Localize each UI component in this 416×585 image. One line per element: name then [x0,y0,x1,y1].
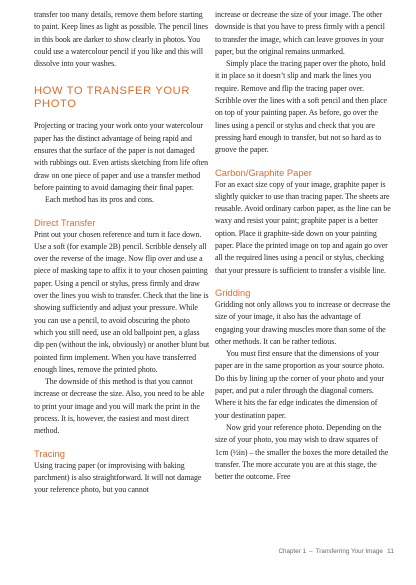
heading-how-to-transfer: HOW TO TRANSFER YOUR PHOTO [34,85,191,110]
paragraph-intro-2: Each method has its pros and cons. [45,195,154,205]
heading-carbon-graphite: Carbon/Graphite Paper [215,166,312,178]
page-number: 11 [386,548,394,555]
paragraph-intro: Projecting or tracing your work onto your watercolour paper has the distinct advantage of being rapid and ensures that the surface of the paper is not damaged with rubbings out. Even artists sketching from life often draw on one piece of paper and use a transfer method before painting to avoid damaging their final paper. [34,121,209,192]
heading-tracing: Tracing [34,447,65,459]
paragraph-direct-transfer: Print out your chosen reference and turn it face down. Use a soft (for example 2B) pencil. Scribble densely all over the reverse of the image. Now flip over and use a piece of masking tape to affix it to your chosen painting paper. Using a pencil or stylus, press firmly and draw over the lines you wish to transfer. Check that the line is showing sufficiently and adjust your pressure. While you can use a pencil, to avoid obscuring the photo which you still need, use an old ballpoint pen, a glass dip pen (without the ink, obviously) or another blunt but pointed firm implement. When you have transferred enough lines, remove the printed photo. [34,229,210,374]
footer-section: Transferring Your Image [315,548,383,555]
paragraph-tracing-continued: increase or decrease the size of your image. The other downside is that you have to press firmly with a pencil to transfer the image, which can leave grooves in your paper, but the original remains unmarked. [215,10,385,56]
paragraph-gridding-2: You must first ensure that the dimensions of your paper are in the same proportion as your source photo. Do this by lining up the corner of your photo and your paper, and put a ruler through the diagonal corners. Where it hits the far edge indicates the dimension of your destination paper. [215,349,385,420]
paragraph-direct-transfer-2: The downside of this method is that you cannot increase or decrease the size. Also, you need to be able to print your image and you will mark the print in the process. It is, however, the easiest and most direct method. [34,377,205,436]
paragraph-tracing: Using tracing paper (or improvising with baking parchment) is also straightforward. It will not damage your reference photo, but you cannot [34,460,202,495]
paragraph-tracing-2: Simply place the tracing paper over the photo, hold it in place so it doesn’t slip and mark the lines you require. Remove and flip the tracing paper over. Scribble over the lines with a soft pencil and then place on top of your painting paper. As before, go over the lines using a pencil or stylus and check that you are pressing hard enough to transfer, but not so hard as to groove the paper. [215,59,388,155]
heading-gridding: Gridding [215,286,251,298]
paragraph-gridding-3: Now grid your reference photo. Depending on the size of your photo, you may wish to draw squares of 1cm (½in) – the smaller the boxes the more detailed the transfer. The more accurate you are at this stage, the better the outcome. Free [215,422,389,482]
paragraph-gridding: Gridding not only allows you to increase or decrease the size of your image, it also has the advantage of engaging your drawing muscles more than some of the other methods. It can be rather tedious. [215,299,391,346]
left-column [34,9,210,497]
heading-direct-transfer: Direct Transfer [34,216,96,228]
right-column [215,9,391,483]
paragraph-continued: transfer too many details, remove them before starting to paint. Keep lines as light as possible. The pencil lines in this book are darker to show clearly in photos. You could use a watercolour pencil if you like and this will dissolve into your washes. [34,10,208,69]
paragraph-carbon-graphite: For an exact size copy of your image, graphite paper is slightly quicker to use than tracing paper. The sheets are reusable. Avoid ordinary carbon paper, as the line can be waxy and resist your paint; graphite paper is a better option. Place it graphite-side down on your painting paper. Place the printed image on top and again go over all the required lines using a pencil or stylus, checking that your pressure is sufficient to transfer a visible line. [215,179,391,275]
footer-chapter: Chapter 1 [278,548,307,555]
running-footer [278,548,394,555]
footer-separator: – [309,548,313,555]
